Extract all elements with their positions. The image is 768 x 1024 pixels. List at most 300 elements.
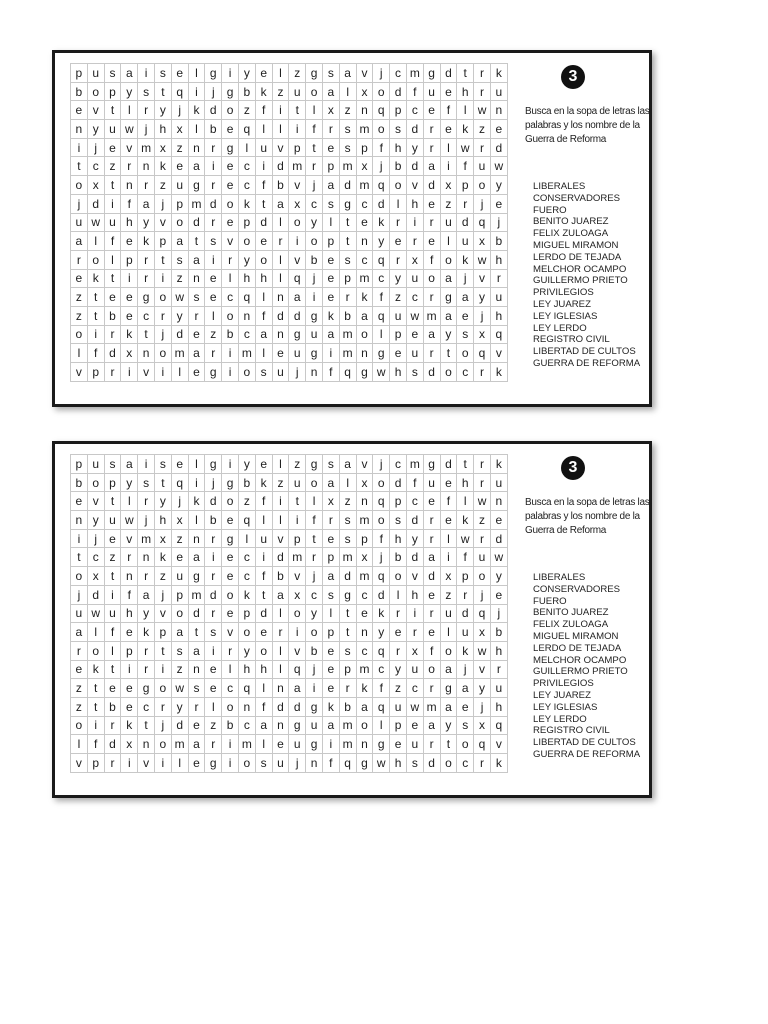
grid-cell: u: [171, 567, 188, 586]
grid-cell: a: [171, 232, 188, 251]
grid-cell: t: [104, 492, 121, 511]
grid-cell: s: [339, 511, 356, 530]
grid-cell: x: [356, 82, 373, 101]
grid-cell: d: [339, 567, 356, 586]
grid-cell: d: [205, 492, 222, 511]
grid-cell: o: [154, 679, 171, 698]
grid-cell: e: [440, 82, 457, 101]
grid-cell: f: [406, 82, 423, 101]
grid-cell: g: [205, 455, 222, 474]
grid-cell: b: [306, 250, 323, 269]
grid-cell: u: [474, 157, 491, 176]
grid-cell: n: [138, 735, 155, 754]
grid-cell: q: [238, 511, 255, 530]
grid-cell: n: [71, 120, 88, 139]
grid-cell: t: [306, 529, 323, 548]
grid-cell: m: [356, 660, 373, 679]
grid-cell: k: [154, 548, 171, 567]
grid-cell: e: [222, 567, 239, 586]
grid-cell: y: [87, 120, 104, 139]
grid-cell: l: [306, 492, 323, 511]
grid-cell: u: [87, 64, 104, 83]
grid-cell: q: [171, 473, 188, 492]
grid-cell: r: [138, 660, 155, 679]
grid-cell: m: [423, 697, 440, 716]
grid-cell: o: [440, 250, 457, 269]
grid-cell: v: [490, 344, 507, 363]
word-list-item: LEY JUAREZ: [533, 298, 591, 310]
grid-cell: e: [188, 716, 205, 735]
grid-cell: r: [423, 735, 440, 754]
grid-cell: h: [406, 585, 423, 604]
instructions-text: Busca en la sopa de letras las palabras y los nombre de la Guerra de Reforma: [525, 497, 650, 536]
grid-cell: j: [457, 269, 474, 288]
grid-cell: e: [255, 455, 272, 474]
grid-cell: r: [104, 325, 121, 344]
grid-cell: e: [272, 344, 289, 363]
grid-cell: n: [356, 232, 373, 251]
grid-cell: o: [457, 344, 474, 363]
grid-cell: r: [205, 735, 222, 754]
grid-cell: c: [373, 269, 390, 288]
grid-cell: r: [474, 754, 491, 773]
grid-cell: c: [406, 288, 423, 307]
grid-cell: e: [390, 344, 407, 363]
grid-cell: e: [490, 585, 507, 604]
grid-cell: m: [138, 138, 155, 157]
grid-cell: e: [171, 455, 188, 474]
grid-cell: r: [205, 344, 222, 363]
grid-cell: p: [71, 455, 88, 474]
grid-cell: g: [205, 754, 222, 773]
grid-cell: t: [71, 157, 88, 176]
grid-cell: g: [339, 194, 356, 213]
grid-cell: o: [440, 754, 457, 773]
grid-cell: j: [289, 363, 306, 382]
grid-cell: w: [87, 213, 104, 232]
grid-row: [71, 492, 508, 511]
grid-cell: v: [474, 269, 491, 288]
grid-cell: q: [474, 344, 491, 363]
grid-row: [71, 754, 508, 773]
grid-cell: u: [474, 548, 491, 567]
grid-cell: u: [289, 735, 306, 754]
grid-row: [71, 679, 508, 698]
grid-cell: o: [222, 306, 239, 325]
grid-cell: l: [339, 473, 356, 492]
grid-cell: t: [154, 82, 171, 101]
grid-cell: g: [205, 64, 222, 83]
grid-cell: k: [322, 306, 339, 325]
grid-cell: h: [255, 660, 272, 679]
grid-cell: j: [373, 64, 390, 83]
grid-cell: r: [205, 529, 222, 548]
grid-cell: a: [440, 306, 457, 325]
grid-cell: y: [121, 82, 138, 101]
grid-cell: l: [121, 101, 138, 120]
grid-cell: o: [289, 604, 306, 623]
grid-cell: e: [121, 232, 138, 251]
grid-cell: d: [390, 473, 407, 492]
grid-cell: m: [406, 455, 423, 474]
grid-cell: z: [272, 82, 289, 101]
grid-cell: g: [222, 82, 239, 101]
grid-cell: y: [440, 325, 457, 344]
grid-cell: u: [406, 269, 423, 288]
grid-cell: x: [356, 473, 373, 492]
grid-cell: s: [457, 716, 474, 735]
grid-cell: e: [356, 604, 373, 623]
grid-cell: y: [373, 623, 390, 642]
grid-cell: p: [322, 232, 339, 251]
grid-row: [71, 567, 508, 586]
grid-cell: r: [474, 82, 491, 101]
grid-cell: f: [373, 529, 390, 548]
grid-cell: b: [390, 548, 407, 567]
grid-cell: d: [373, 585, 390, 604]
grid-cell: t: [87, 679, 104, 698]
grid-row: [71, 194, 508, 213]
grid-cell: n: [272, 716, 289, 735]
grid-cell: e: [423, 492, 440, 511]
grid-cell: p: [104, 82, 121, 101]
grid-cell: c: [238, 548, 255, 567]
grid-cell: o: [373, 473, 390, 492]
grid-cell: y: [171, 306, 188, 325]
grid-cell: s: [104, 64, 121, 83]
grid-cell: d: [440, 64, 457, 83]
grid-cell: q: [373, 641, 390, 660]
grid-cell: g: [306, 344, 323, 363]
grid-cell: l: [272, 64, 289, 83]
grid-cell: u: [406, 735, 423, 754]
grid-cell: o: [87, 641, 104, 660]
grid-cell: q: [289, 269, 306, 288]
grid-cell: a: [188, 548, 205, 567]
grid-row: [71, 735, 508, 754]
grid-cell: v: [289, 567, 306, 586]
grid-cell: k: [188, 101, 205, 120]
grid-cell: w: [490, 157, 507, 176]
grid-cell: d: [87, 585, 104, 604]
grid-cell: c: [356, 641, 373, 660]
grid-cell: j: [71, 194, 88, 213]
grid-cell: z: [272, 473, 289, 492]
grid-cell: u: [440, 604, 457, 623]
grid-cell: k: [154, 157, 171, 176]
grid-cell: s: [322, 64, 339, 83]
grid-cell: q: [373, 101, 390, 120]
grid-cell: y: [373, 232, 390, 251]
grid-cell: e: [188, 363, 205, 382]
grid-cell: w: [474, 641, 491, 660]
grid-cell: s: [138, 82, 155, 101]
grid-cell: d: [272, 548, 289, 567]
grid-cell: i: [289, 232, 306, 251]
grid-cell: y: [390, 269, 407, 288]
grid-cell: r: [423, 511, 440, 530]
grid-cell: h: [490, 250, 507, 269]
grid-cell: v: [87, 492, 104, 511]
grid-cell: c: [87, 548, 104, 567]
grid-cell: p: [238, 604, 255, 623]
word-list-item: REGISTRO CIVIL: [533, 334, 610, 346]
grid-cell: a: [138, 585, 155, 604]
grid-cell: s: [406, 754, 423, 773]
grid-cell: n: [356, 735, 373, 754]
grid-row: [71, 548, 508, 567]
grid-cell: w: [373, 363, 390, 382]
grid-cell: u: [171, 176, 188, 195]
grid-cell: f: [373, 288, 390, 307]
grid-cell: l: [87, 623, 104, 642]
grid-cell: r: [474, 455, 491, 474]
grid-cell: j: [474, 306, 491, 325]
grid-cell: a: [457, 288, 474, 307]
grid-cell: u: [255, 529, 272, 548]
grid-cell: e: [406, 325, 423, 344]
grid-cell: a: [356, 697, 373, 716]
grid-cell: u: [71, 604, 88, 623]
grid-cell: i: [440, 157, 457, 176]
grid-cell: r: [339, 288, 356, 307]
grid-cell: i: [104, 194, 121, 213]
grid-cell: i: [138, 455, 155, 474]
grid-cell: h: [238, 660, 255, 679]
grid-cell: p: [154, 232, 171, 251]
grid-cell: n: [356, 101, 373, 120]
grid-cell: q: [339, 754, 356, 773]
grid-cell: i: [71, 138, 88, 157]
grid-cell: y: [154, 101, 171, 120]
grid-cell: s: [390, 120, 407, 139]
grid-cell: g: [339, 585, 356, 604]
letter-grid-body: [71, 64, 508, 382]
grid-cell: j: [490, 604, 507, 623]
word-list-item: GUERRA DE REFORMA: [533, 748, 641, 760]
grid-cell: e: [71, 492, 88, 511]
grid-cell: z: [154, 567, 171, 586]
grid-cell: d: [104, 735, 121, 754]
grid-cell: a: [322, 473, 339, 492]
word-list-item: MELCHOR OCAMPO: [533, 654, 627, 666]
grid-cell: h: [490, 641, 507, 660]
grid-cell: z: [390, 679, 407, 698]
grid-cell: o: [255, 250, 272, 269]
grid-cell: i: [222, 363, 239, 382]
grid-cell: k: [457, 511, 474, 530]
grid-cell: k: [490, 64, 507, 83]
grid-cell: l: [188, 511, 205, 530]
grid-cell: k: [373, 213, 390, 232]
grid-cell: g: [138, 679, 155, 698]
grid-cell: s: [104, 455, 121, 474]
number-badge: 3: [561, 65, 585, 89]
grid-cell: d: [339, 176, 356, 195]
grid-cell: r: [423, 679, 440, 698]
grid-cell: x: [440, 567, 457, 586]
grid-cell: h: [121, 604, 138, 623]
word-search-card-bottom: [52, 441, 652, 798]
grid-cell: r: [121, 548, 138, 567]
grid-cell: o: [423, 660, 440, 679]
grid-cell: p: [457, 176, 474, 195]
grid-cell: v: [154, 604, 171, 623]
grid-row: [71, 157, 508, 176]
grid-cell: w: [474, 101, 491, 120]
grid-cell: o: [222, 194, 239, 213]
grid-cell: r: [322, 120, 339, 139]
grid-cell: y: [406, 529, 423, 548]
grid-cell: f: [104, 232, 121, 251]
grid-cell: e: [222, 157, 239, 176]
grid-cell: p: [322, 157, 339, 176]
grid-cell: t: [255, 585, 272, 604]
grid-row: [71, 64, 508, 83]
grid-cell: t: [255, 194, 272, 213]
grid-cell: c: [238, 157, 255, 176]
grid-cell: f: [440, 101, 457, 120]
grid-cell: e: [121, 623, 138, 642]
grid-cell: d: [423, 754, 440, 773]
grid-cell: y: [138, 604, 155, 623]
grid-cell: t: [104, 176, 121, 195]
grid-row: [71, 325, 508, 344]
grid-cell: a: [423, 548, 440, 567]
grid-cell: y: [474, 679, 491, 698]
grid-cell: q: [238, 679, 255, 698]
grid-cell: m: [356, 120, 373, 139]
grid-cell: k: [457, 250, 474, 269]
grid-cell: s: [171, 641, 188, 660]
grid-cell: x: [289, 194, 306, 213]
grid-cell: v: [356, 64, 373, 83]
grid-cell: a: [322, 567, 339, 586]
grid-cell: r: [423, 120, 440, 139]
grid-cell: z: [104, 548, 121, 567]
grid-cell: b: [339, 306, 356, 325]
grid-cell: o: [238, 232, 255, 251]
grid-cell: t: [87, 697, 104, 716]
grid-cell: c: [238, 176, 255, 195]
grid-cell: a: [289, 288, 306, 307]
grid-cell: u: [71, 213, 88, 232]
grid-cell: r: [390, 604, 407, 623]
grid-cell: g: [373, 735, 390, 754]
grid-cell: c: [406, 679, 423, 698]
grid-cell: l: [188, 455, 205, 474]
grid-cell: j: [457, 660, 474, 679]
grid-cell: a: [188, 735, 205, 754]
grid-cell: s: [339, 529, 356, 548]
grid-cell: e: [121, 697, 138, 716]
grid-cell: l: [339, 82, 356, 101]
grid-cell: f: [457, 548, 474, 567]
grid-cell: g: [188, 176, 205, 195]
grid-cell: u: [390, 697, 407, 716]
grid-cell: p: [390, 101, 407, 120]
grid-cell: i: [154, 269, 171, 288]
grid-cell: a: [188, 157, 205, 176]
grid-cell: n: [188, 660, 205, 679]
grid-cell: u: [423, 473, 440, 492]
grid-cell: e: [205, 288, 222, 307]
grid-cell: h: [457, 473, 474, 492]
grid-cell: n: [356, 492, 373, 511]
grid-cell: t: [306, 138, 323, 157]
grid-cell: y: [306, 213, 323, 232]
grid-cell: i: [104, 585, 121, 604]
grid-cell: k: [87, 269, 104, 288]
grid-cell: m: [356, 567, 373, 586]
grid-cell: z: [171, 660, 188, 679]
grid-cell: g: [138, 288, 155, 307]
grid-cell: r: [272, 232, 289, 251]
grid-cell: j: [474, 194, 491, 213]
grid-row: [71, 269, 508, 288]
grid-cell: u: [272, 754, 289, 773]
grid-cell: q: [171, 82, 188, 101]
grid-cell: i: [222, 344, 239, 363]
grid-cell: s: [138, 473, 155, 492]
grid-cell: u: [406, 660, 423, 679]
grid-cell: n: [121, 176, 138, 195]
grid-cell: k: [87, 660, 104, 679]
grid-cell: z: [289, 455, 306, 474]
grid-row: [71, 585, 508, 604]
grid-cell: l: [255, 120, 272, 139]
grid-cell: j: [154, 716, 171, 735]
grid-row: [71, 288, 508, 307]
grid-cell: z: [289, 64, 306, 83]
grid-cell: c: [138, 697, 155, 716]
grid-cell: z: [171, 138, 188, 157]
grid-cell: z: [154, 176, 171, 195]
grid-cell: n: [188, 138, 205, 157]
grid-cell: o: [154, 735, 171, 754]
grid-cell: u: [490, 82, 507, 101]
grid-cell: o: [222, 585, 239, 604]
word-list-item: GUERRA DE REFORMA: [533, 357, 641, 369]
grid-cell: i: [188, 82, 205, 101]
grid-cell: g: [423, 455, 440, 474]
grid-cell: y: [238, 641, 255, 660]
grid-cell: m: [188, 585, 205, 604]
grid-cell: u: [104, 213, 121, 232]
grid-cell: i: [205, 157, 222, 176]
grid-cell: o: [289, 213, 306, 232]
grid-cell: t: [154, 250, 171, 269]
grid-cell: z: [71, 679, 88, 698]
grid-cell: r: [205, 138, 222, 157]
grid-cell: e: [423, 585, 440, 604]
grid-cell: i: [406, 604, 423, 623]
grid-cell: x: [406, 250, 423, 269]
grid-cell: k: [356, 288, 373, 307]
grid-cell: w: [171, 679, 188, 698]
grid-cell: z: [474, 120, 491, 139]
grid-cell: n: [490, 101, 507, 120]
grid-cell: i: [306, 679, 323, 698]
grid-cell: j: [154, 325, 171, 344]
grid-cell: a: [423, 157, 440, 176]
grid-cell: v: [222, 232, 239, 251]
grid-cell: e: [406, 716, 423, 735]
word-list-item: LEY LERDO: [533, 322, 587, 334]
grid-cell: e: [457, 306, 474, 325]
grid-cell: i: [289, 120, 306, 139]
grid-cell: k: [238, 585, 255, 604]
